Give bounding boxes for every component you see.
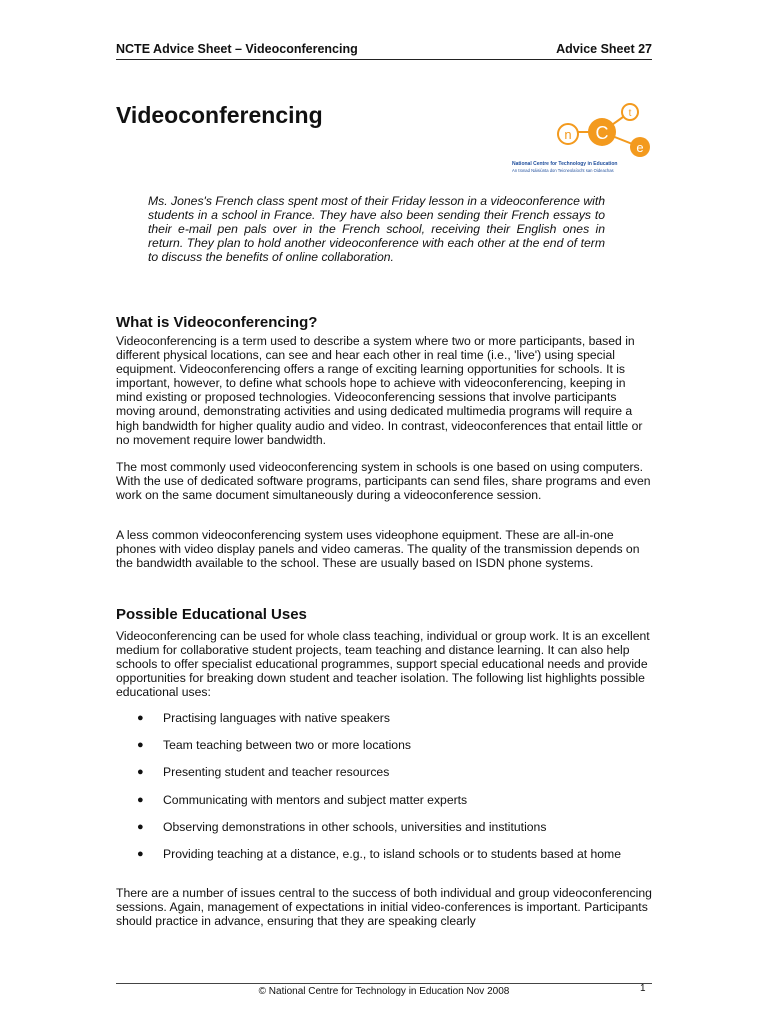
list-item-text: Practising languages with native speakers (163, 711, 390, 725)
bullet-dot-icon: ● (137, 766, 144, 779)
educational-uses-list (116, 711, 676, 874)
bullet-dot-icon: ● (137, 739, 144, 752)
list-item (116, 847, 676, 874)
header-right: Advice Sheet 27 (556, 42, 652, 56)
page-title: Videoconferencing (116, 102, 323, 128)
list-item (116, 820, 676, 847)
bullet-dot-icon: ● (137, 847, 144, 860)
intro-scenario: Ms. Jones's French class spent most of their Friday lesson in a videoconference with students in a school in France. They have also been sending their French essays to their e-mail pen pals over in the French school, receiving their English ones in return. They plan to hold another videoconference with each other at the end of term to discuss the benefits of online collaboration. (148, 194, 605, 265)
logo-letter-n: n (564, 127, 572, 142)
ncte-logo (502, 102, 652, 180)
footer-copyright: © National Centre for Technology in Education Nov 2008 (258, 986, 510, 997)
section1-paragraph-1: Videoconferencing is a term used to describe a system where two or more participants, based in different physical locations, can see and hear each other in real time (i.e., 'live') using special equipment. Videoconferencing offers a range of exciting learning opportunities for schools. It is important, however, to define what schools hope to achieve with videoconferencing, keeping in mind existing or proposed technologies. Videoconferencing sessions that involve participants moving around, demonstrating activities and using dedicated multimedia programs will require a high bandwidth for higher quality audio and video. In contrast, videoconferences that entail little or no movement require lower bandwidth. (116, 334, 643, 447)
logo-caption-line2: An tIonad Náisiúnta don Teicneolaíocht san Oideachas (512, 168, 614, 173)
logo-caption-line1: National Centre for Technology in Education (512, 161, 618, 167)
section1-paragraph-3: A less common videoconferencing system uses videophone equipment. These are all-in-one phones with video display panels and video cameras. The quality of the transmission depends on the bandwidth available to the school. These are usually based on ISDN phone systems. (116, 528, 640, 571)
page-number: 1 (640, 983, 646, 994)
list-item (116, 793, 676, 820)
logo-letter-c: C (595, 123, 609, 143)
bullet-dot-icon: ● (137, 793, 144, 806)
section2-paragraph-2: There are a number of issues central to the success of both individual and group videoconferencing sessions. Again, management of expectations in initial video-conferences is important. Participants should practice in advance, ensuring that they are speaking clearly (116, 886, 652, 929)
section2-paragraph-1: Videoconferencing can be used for whole class teaching, individual or group work. It is an excellent medium for collaborative student projects, team teaching and distance learning. It can also help schools to offer specialist educational programmes, support special educational needs and provide opportunities for breaking down student and teacher isolation. The following list highlights possible educational uses: (116, 629, 650, 700)
logo-letter-e: e (636, 140, 644, 155)
header-left: NCTE Advice Sheet – Videoconferencing (116, 42, 358, 56)
footer-divider (116, 983, 652, 984)
list-item (116, 711, 676, 738)
list-item-text: Presenting student and teacher resources (163, 765, 390, 780)
logo-letter-t: t (628, 108, 632, 119)
bullet-dot-icon: ● (137, 820, 144, 833)
list-item-text: Observing demonstrations in other schools, universities and institutions (163, 819, 547, 834)
section1-paragraph-2: The most commonly used videoconferencing system in schools is one based on using computers. With the use of dedicated software programs, participants can send files, share programs and even work on the same document simultaneously during a videoconference session. (116, 460, 651, 503)
list-item (116, 738, 676, 765)
list-item-text: Providing teaching at a distance, e.g., to island schools or to students based at home (163, 846, 621, 861)
list-item-text: Team teaching between two or more locations (163, 738, 411, 753)
section-heading-what-is: What is Videoconferencing? (116, 314, 318, 331)
section-heading-educational-uses: Possible Educational Uses (116, 606, 307, 623)
list-item-text: Communicating with mentors and subject matter experts (163, 792, 468, 807)
page-header (116, 42, 652, 60)
list-item (116, 765, 676, 792)
bullet-dot-icon: ● (137, 712, 144, 724)
